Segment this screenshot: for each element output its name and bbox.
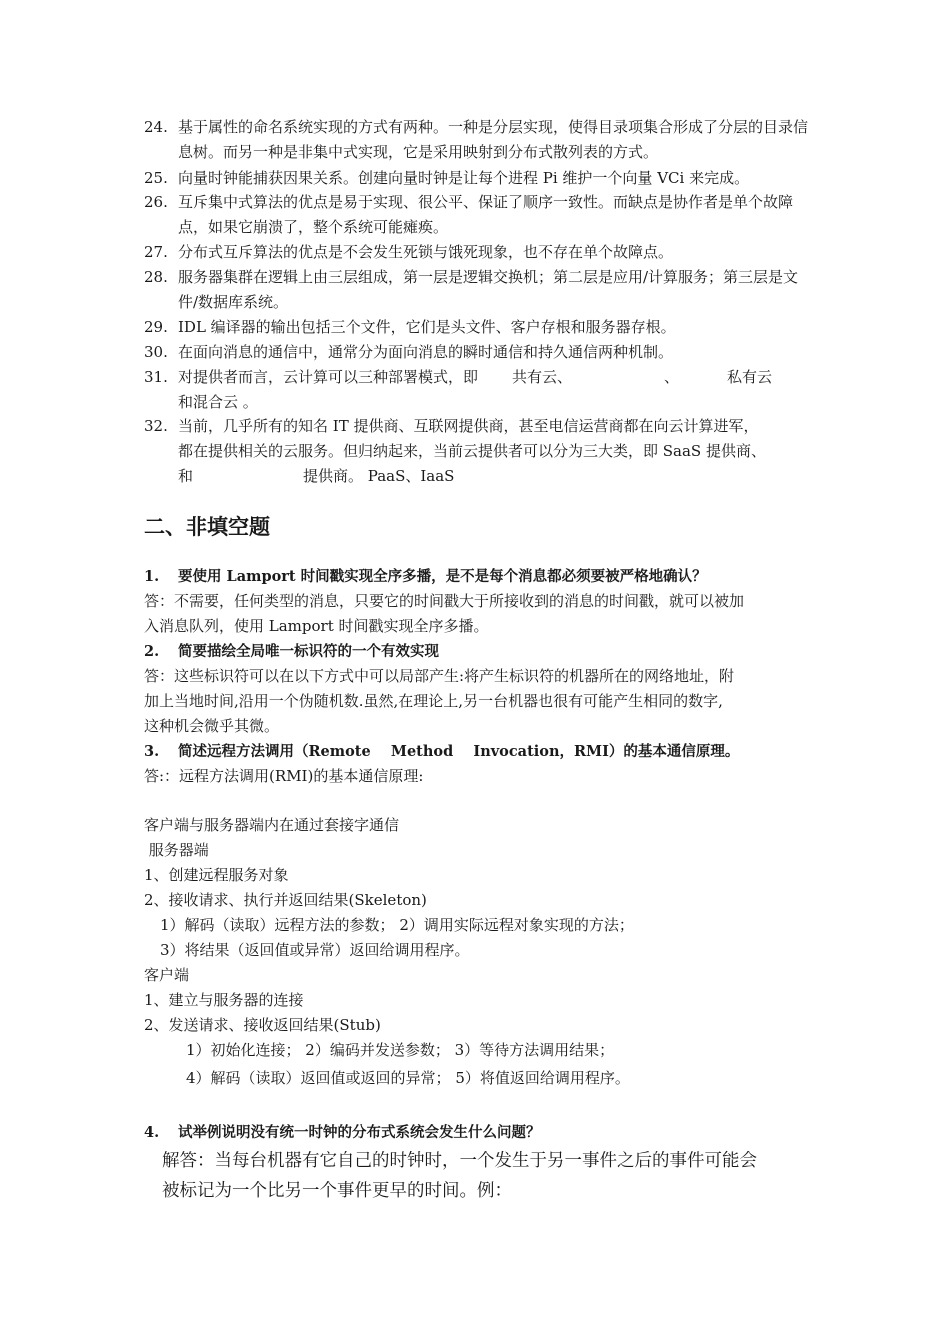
answer-2-line-1: 答：这些标识符可以在以下方式中可以局部产生:将产生标识符的机器所在的网络地址，附	[144, 667, 735, 685]
list-item-28	[144, 265, 812, 315]
answer-3-line-7: 客户端	[144, 966, 190, 984]
item-text	[178, 365, 812, 390]
answer-3-line-4: 2、接收请求、执行并返回结果(Skeleton)	[144, 891, 427, 909]
list-item-32	[144, 414, 812, 489]
item31-part1: 对提供者而言，云计算可以三种部署模式，即	[178, 368, 479, 386]
section-title: 二、非填空题	[144, 515, 270, 539]
question-text: 试举例说明没有统一时钟的分布式系统会发生什么问题？	[178, 1124, 541, 1141]
answer-4-line-1: 解答：当每台机器有它自己的时钟时，一个发生于另一事件之后的事件可能会	[162, 1151, 757, 1171]
answer-2-line-3: 这种机会微乎其微。	[144, 717, 280, 735]
item32-line1: 当前，几乎所有的知名 IT 提供商、互联网提供商，甚至电信运营商都在向云计算进军，	[178, 417, 759, 435]
answer-3-line-8: 1、建立与服务器的连接	[144, 991, 304, 1009]
item-number: 27.	[144, 243, 168, 261]
item32-line3a: 和	[178, 467, 194, 485]
item-number: 26.	[144, 193, 168, 211]
item-number: 29.	[144, 318, 168, 336]
list-item-30	[144, 340, 812, 365]
item-text: 向量时钟能捕获因果关系。创建向量时钟是让每个进程 Pi 维护一个向量 VCi 来完成。	[178, 169, 750, 187]
item-text: 在面向消息的通信中，通常分为面向消息的瞬时通信和持久通信两种机制。	[178, 343, 674, 361]
item31-part2: 共有云、	[512, 368, 573, 386]
list-item-26	[144, 190, 812, 240]
answer-1-line-1: 答：不需要，任何类型的消息，只要它的时间戳大于所接收到的消息的时间戳，就可以被加	[144, 592, 745, 610]
answer-3-line-10: 1）初始化连接； 2）编码并发送参数； 3）等待方法调用结果；	[186, 1041, 615, 1059]
answer-2-line-2: 加上当地时间,沿用一个伪随机数.虽然,在理论上,另一台机器也很有可能产生相同的数字,	[144, 692, 723, 710]
question-number: 4.	[144, 1124, 160, 1141]
answer-3-line-9: 2、发送请求、接收返回结果(Stub)	[144, 1016, 381, 1034]
list-item-24	[144, 115, 812, 165]
item-text: 基于属性的命名系统实现的方式有两种。一种是分层实现，使得目录项集合形成了分层的目录信息树。而另一种是非集中式实现，它是采用映射到分布式散列表的方式。	[178, 118, 809, 161]
answer-3-line-1: 客户端与服务器端内在通过套接字通信	[144, 816, 400, 834]
answer-3-line-5: 1）解码（读取）远程方法的参数； 2）调用实际远程对象实现的方法；	[160, 916, 634, 934]
item-number: 32.	[144, 417, 168, 435]
item32-line3	[178, 464, 812, 489]
question-1	[144, 564, 707, 589]
list-item-27	[144, 240, 812, 265]
item-text: 分布式互斥算法的优点是不会发生死锁与饿死现象，也不存在单个故障点。	[178, 243, 674, 261]
item31-part3: 、	[664, 368, 680, 386]
question-number: 2.	[144, 643, 160, 660]
item-number: 28.	[144, 268, 168, 286]
question-text: 要使用 Lamport 时间戳实现全序多播，是不是每个消息都必须要被严格地确认？	[178, 568, 707, 585]
question-number: 1.	[144, 568, 160, 585]
answer-3-line-3: 1、创建远程服务对象	[144, 866, 289, 884]
item-number: 25.	[144, 169, 168, 187]
question-4	[144, 1120, 541, 1145]
item-number: 31.	[144, 368, 168, 386]
answer-1-line-2: 入消息队列，使用 Lamport 时间戳实现全序多播。	[144, 617, 489, 635]
item-text: IDL 编译器的输出包括三个文件，它们是头文件、客户存根和服务器存根。	[178, 318, 676, 336]
answer-3-line-11: 4）解码（读取）返回值或返回的异常； 5）将值返回给调用程序。	[186, 1069, 630, 1087]
item32-line2: 都在提供相关的云服务。但归纳起来，当前云提供者可以分为三大类，即 SaaS 提供商、	[178, 442, 766, 460]
answer-3-intro: 答:：远程方法调用(RMI)的基本通信原理:	[144, 767, 424, 785]
item31-part4: 私有云	[727, 368, 773, 386]
list-item-29	[144, 315, 812, 340]
answer-3-line-6: 3）将结果（返回值或异常）返回给调用程序。	[160, 941, 470, 959]
item31-line2: 和混合云 。	[178, 393, 258, 411]
question-text: 简要描绘全局唯一标识符的一个有效实现	[178, 643, 439, 660]
list-item-25	[144, 166, 812, 191]
question-text: 简述远程方法调用（Remote Method Invocation，RMI）的基本通信原理。	[178, 743, 740, 760]
answer-3-line-2: 服务器端	[144, 841, 209, 859]
question-3	[144, 739, 739, 764]
item-number: 24.	[144, 118, 168, 136]
item-text: 服务器集群在逻辑上由三层组成，第一层是逻辑交换机；第二层是应用/计算服务；第三层是文件/数据库系统。	[178, 268, 799, 311]
item32-line3b: 提供商。 PaaS、IaaS	[303, 467, 455, 485]
list-item-31	[144, 365, 812, 415]
question-2	[144, 639, 439, 664]
item-text: 互斥集中式算法的优点是易于实现、很公平、保证了顺序一致性。而缺点是协作者是单个故障点，如果它崩溃了，整个系统可能瘫痪。	[178, 193, 794, 236]
question-number: 3.	[144, 743, 160, 760]
item-number: 30.	[144, 343, 168, 361]
answer-4-line-2: 被标记为一个比另一个事件更早的时间。例：	[162, 1181, 512, 1201]
